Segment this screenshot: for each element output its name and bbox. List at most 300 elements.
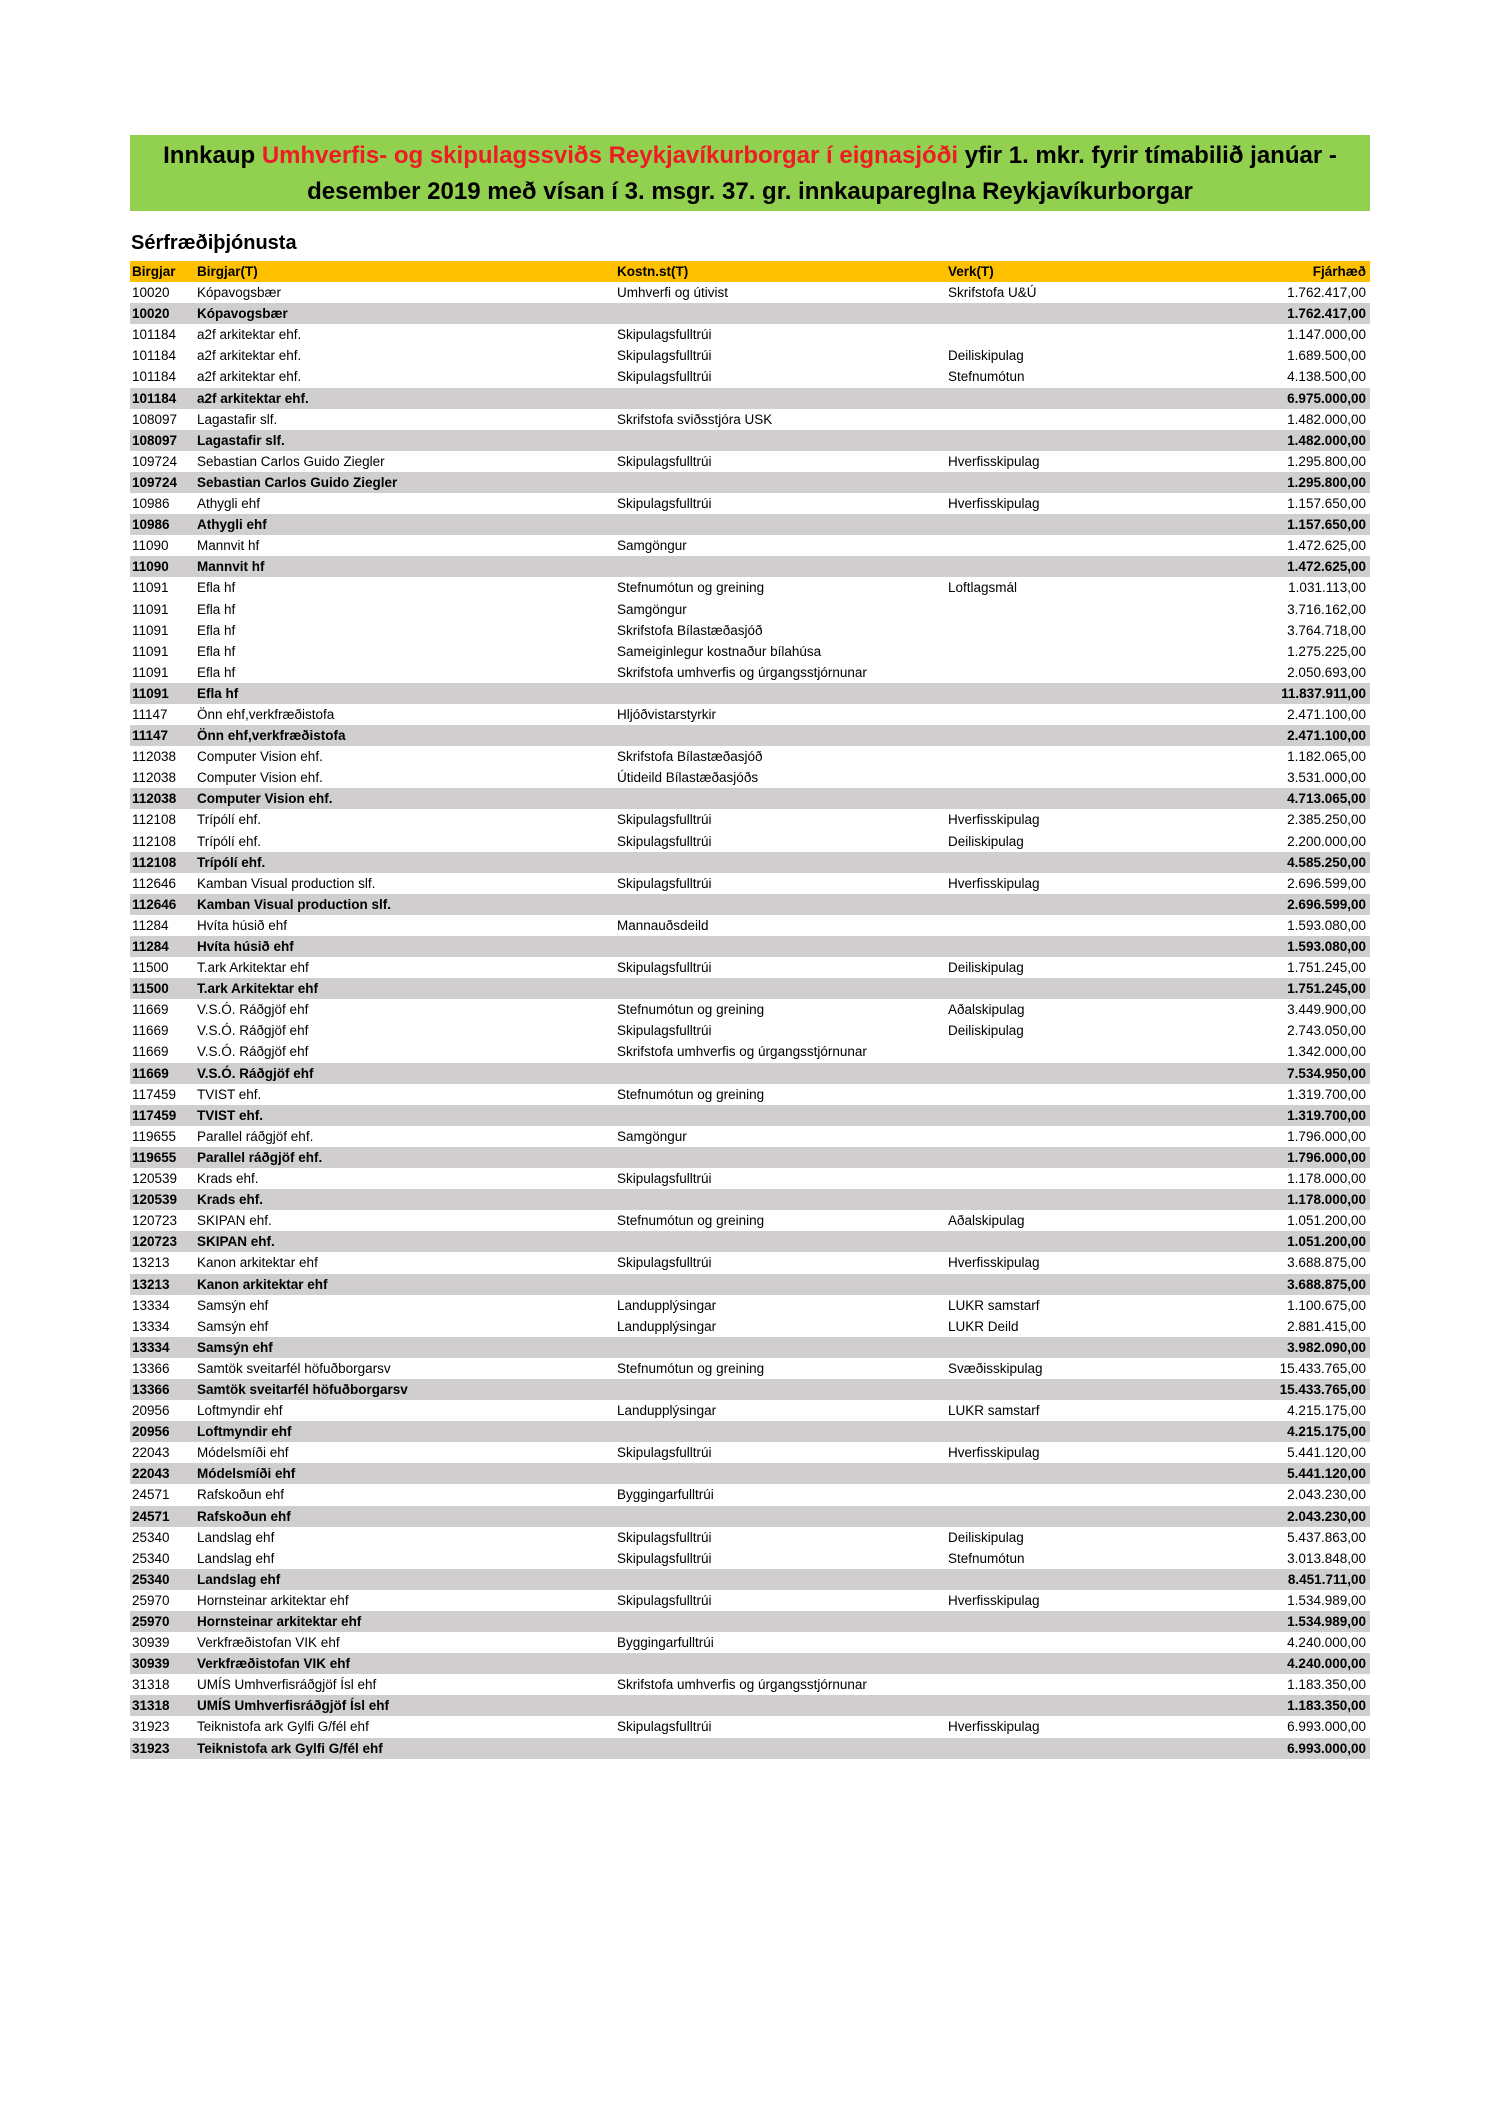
cell-supplier-id: 22043 xyxy=(132,1445,170,1461)
cell-supplier-name: a2f arkitektar ehf. xyxy=(197,369,302,385)
cell-project: Hverfisskipulag xyxy=(948,1445,1040,1461)
cell-supplier-id: 11669 xyxy=(132,1044,169,1060)
cell-supplier-name: Parallel ráðgjöf ehf. xyxy=(197,1149,323,1165)
cell-cost-center: Skrifstofa sviðsstjóra USK xyxy=(617,411,773,427)
cell-amount: 3.531.000,00 xyxy=(1287,770,1366,786)
cell-supplier-id: 11669 xyxy=(132,1065,169,1081)
table-total-row xyxy=(130,388,1370,409)
cell-supplier-name: Lagastafir slf. xyxy=(197,411,278,427)
table-row xyxy=(130,451,1370,472)
cell-supplier-id: 25970 xyxy=(132,1614,170,1629)
cell-amount: 5.437.863,00 xyxy=(1287,1529,1366,1545)
cell-cost-center: Skipulagsfulltrúi xyxy=(617,1171,712,1187)
cell-cost-center: Skipulagsfulltrúi xyxy=(617,348,712,364)
cell-cost-center: Skrifstofa Bílastæðasjóð xyxy=(617,749,763,765)
cell-supplier-id: 10986 xyxy=(132,496,170,512)
cell-amount: 1.100.675,00 xyxy=(1287,1297,1366,1313)
cell-supplier-name: Módelsmíði ehf xyxy=(197,1466,296,1482)
table-row xyxy=(130,957,1370,978)
table-total-row xyxy=(130,1337,1370,1358)
cell-supplier-id: 11091 xyxy=(132,601,169,617)
cell-amount: 1.342.000,00 xyxy=(1287,1044,1366,1060)
cell-cost-center: Skipulagsfulltrúi xyxy=(617,496,712,512)
cell-supplier-name: Efla hf xyxy=(197,643,236,659)
cell-amount: 7.534.950,00 xyxy=(1287,1065,1366,1081)
table-total-row xyxy=(130,1611,1370,1632)
cell-cost-center: Skipulagsfulltrúi xyxy=(617,1445,712,1461)
cell-amount: 1.178.000,00 xyxy=(1287,1192,1366,1208)
cell-cost-center: Skipulagsfulltrúi xyxy=(617,1592,712,1608)
cell-project: Deiliskipulag xyxy=(948,1529,1024,1545)
cell-supplier-id: 30939 xyxy=(132,1656,170,1672)
table-row xyxy=(130,873,1370,894)
table-row xyxy=(130,409,1370,430)
cell-cost-center: Stefnumótun og greining xyxy=(617,1086,765,1102)
cell-supplier-id: 20956 xyxy=(132,1424,170,1440)
cell-project: Loftlagsmál xyxy=(948,580,1018,596)
table-total-row xyxy=(130,1569,1370,1590)
cell-supplier-name: Krads ehf. xyxy=(197,1192,264,1208)
header-birgjar-t: Birgjar(T) xyxy=(197,264,258,279)
table-row xyxy=(130,1400,1370,1421)
cell-supplier-id: 101184 xyxy=(132,390,177,406)
cell-cost-center: Stefnumótun og greining xyxy=(617,1213,765,1229)
cell-supplier-name: Efla hf xyxy=(197,601,236,617)
cell-cost-center: Skipulagsfulltrúi xyxy=(617,1719,712,1735)
cell-amount: 1.051.200,00 xyxy=(1287,1213,1366,1229)
cell-cost-center: Skrifstofa umhverfis og úrgangsstjórnunar xyxy=(617,664,867,680)
cell-supplier-id: 25970 xyxy=(132,1592,170,1608)
header-kostn-st: Kostn.st(T) xyxy=(617,264,689,279)
cell-project: Hverfisskipulag xyxy=(948,1255,1040,1271)
cell-supplier-name: Kópavogsbær xyxy=(197,285,282,301)
cell-supplier-id: 11091 xyxy=(132,664,169,680)
cell-project: Deiliskipulag xyxy=(948,960,1024,976)
table-row xyxy=(130,577,1370,598)
cell-supplier-id: 117459 xyxy=(132,1107,177,1123)
table-row xyxy=(130,1210,1370,1231)
cell-supplier-name: Kópavogsbær xyxy=(197,306,288,322)
cell-cost-center: Hljóðvistarstyrkir xyxy=(617,706,717,722)
cell-cost-center: Skrifstofa Bílastæðasjóð xyxy=(617,622,763,638)
table-row xyxy=(130,831,1370,852)
table-row xyxy=(130,746,1370,767)
cell-supplier-id: 120539 xyxy=(132,1192,178,1208)
cell-supplier-id: 117459 xyxy=(132,1086,177,1102)
cell-amount: 1.762.417,00 xyxy=(1287,306,1366,322)
cell-cost-center: Mannauðsdeild xyxy=(617,917,709,933)
table-total-row xyxy=(130,1231,1370,1252)
cell-amount: 1.751.245,00 xyxy=(1287,960,1366,976)
table-total-row xyxy=(130,725,1370,746)
cell-supplier-id: 112646 xyxy=(132,875,177,891)
cell-supplier-name: Efla hf xyxy=(197,685,239,701)
cell-cost-center: Stefnumótun og greining xyxy=(617,580,765,596)
cell-amount: 1.183.350,00 xyxy=(1287,1677,1366,1693)
cell-amount: 6.993.000,00 xyxy=(1287,1719,1366,1735)
cell-supplier-id: 108097 xyxy=(132,411,178,427)
cell-supplier-name: Sebastian Carlos Guido Ziegler xyxy=(197,474,398,490)
table-total-row xyxy=(130,1738,1370,1759)
table-row xyxy=(130,1674,1370,1695)
cell-supplier-id: 25340 xyxy=(132,1550,170,1566)
cell-supplier-id: 13334 xyxy=(132,1297,170,1313)
cell-amount: 1.593.080,00 xyxy=(1287,939,1366,954)
table-total-row xyxy=(130,1421,1370,1442)
cell-supplier-id: 22043 xyxy=(132,1466,170,1482)
cell-cost-center: Landupplýsingar xyxy=(617,1318,717,1334)
table-row xyxy=(130,704,1370,725)
cell-amount: 2.043.230,00 xyxy=(1287,1508,1366,1524)
cell-amount: 3.449.900,00 xyxy=(1287,1002,1366,1018)
cell-cost-center: Byggingarfulltrúi xyxy=(617,1635,714,1651)
cell-supplier-id: 112038 xyxy=(132,791,177,807)
cell-supplier-id: 24571 xyxy=(132,1487,170,1503)
cell-amount: 1.593.080,00 xyxy=(1287,917,1366,933)
cell-supplier-id: 31318 xyxy=(132,1677,170,1693)
cell-cost-center: Byggingarfulltrúi xyxy=(617,1487,714,1503)
cell-amount: 1.295.800,00 xyxy=(1287,453,1366,469)
cell-cost-center: Skipulagsfulltrúi xyxy=(617,960,712,976)
cell-supplier-name: Kanon arkitektar ehf xyxy=(197,1276,328,1292)
cell-supplier-id: 11147 xyxy=(132,706,168,722)
cell-amount: 11.837.911,00 xyxy=(1281,685,1366,701)
cell-supplier-id: 119655 xyxy=(132,1128,177,1144)
cell-supplier-name: T.ark Arkitektar ehf xyxy=(197,981,319,997)
cell-supplier-name: Parallel ráðgjöf ehf. xyxy=(197,1128,314,1144)
cell-supplier-id: 101184 xyxy=(132,369,177,385)
cell-cost-center: Stefnumótun og greining xyxy=(617,1360,765,1376)
cell-supplier-id: 109724 xyxy=(132,474,178,490)
title-line-1 xyxy=(130,138,1370,174)
cell-amount: 2.471.100,00 xyxy=(1287,728,1366,744)
table-row xyxy=(130,1126,1370,1147)
cell-supplier-name: Hornsteinar arkitektar ehf xyxy=(197,1592,349,1608)
cell-project: Aðalskipulag xyxy=(948,1213,1025,1229)
table-row xyxy=(130,1590,1370,1611)
cell-project: Stefnumótun xyxy=(948,369,1025,385)
cell-cost-center: Skrifstofa umhverfis og úrgangsstjórnunar xyxy=(617,1044,867,1060)
cell-amount: 1.183.350,00 xyxy=(1287,1698,1366,1714)
cell-cost-center: Skipulagsfulltrúi xyxy=(617,1550,712,1566)
cell-supplier-id: 31318 xyxy=(132,1698,170,1714)
cell-amount: 3.982.090,00 xyxy=(1287,1339,1366,1355)
cell-supplier-id: 112038 xyxy=(132,770,177,786)
cell-amount: 4.138.500,00 xyxy=(1287,369,1366,385)
cell-supplier-name: Samtök sveitarfél höfuðborgarsv xyxy=(197,1381,408,1397)
cell-cost-center: Skipulagsfulltrúi xyxy=(617,369,712,385)
table-row xyxy=(130,1316,1370,1337)
table-row xyxy=(130,767,1370,788)
table-total-row xyxy=(130,936,1370,957)
cell-supplier-id: 11147 xyxy=(132,728,169,744)
cell-cost-center: Skrifstofa umhverfis og úrgangsstjórnunar xyxy=(617,1677,867,1693)
cell-supplier-id: 25340 xyxy=(132,1571,170,1587)
table-row xyxy=(130,1252,1370,1273)
table-total-row xyxy=(130,1063,1370,1084)
cell-amount: 1.472.625,00 xyxy=(1287,559,1366,575)
cell-supplier-name: Mannvit hf xyxy=(197,538,260,554)
cell-project: Deiliskipulag xyxy=(948,348,1024,364)
title-line-2: desember 2019 með vísan í 3. msgr. 37. gr. innkaupareglna Reykjavíkurborgar xyxy=(307,178,1193,205)
cell-supplier-name: TVIST ehf. xyxy=(197,1107,264,1123)
table-row xyxy=(130,1295,1370,1316)
cell-amount: 1.482.000,00 xyxy=(1287,411,1366,427)
table-body xyxy=(130,282,1370,1759)
table-row xyxy=(130,324,1370,345)
cell-cost-center: Samgöngur xyxy=(617,1128,687,1144)
cell-supplier-name: Loftmyndir ehf xyxy=(197,1403,283,1419)
table-total-row xyxy=(130,303,1370,324)
cell-supplier-name: Computer Vision ehf. xyxy=(197,749,323,765)
cell-supplier-id: 11284 xyxy=(132,917,169,933)
title-part-1: Innkaup xyxy=(163,142,262,169)
cell-supplier-id: 30939 xyxy=(132,1635,170,1651)
table-row xyxy=(130,1632,1370,1653)
cell-amount: 6.975.000,00 xyxy=(1287,390,1366,406)
cell-amount: 2.043.230,00 xyxy=(1287,1487,1366,1503)
document-title xyxy=(130,135,1370,211)
cell-supplier-name: SKIPAN ehf. xyxy=(197,1213,272,1229)
cell-supplier-name: Loftmyndir ehf xyxy=(197,1424,292,1440)
cell-amount: 8.451.711,00 xyxy=(1287,1571,1366,1587)
cell-project: Stefnumótun xyxy=(948,1550,1025,1566)
cell-supplier-id: 101184 xyxy=(132,327,177,343)
table-total-row xyxy=(130,894,1370,915)
cell-project: Hverfisskipulag xyxy=(948,496,1040,512)
table-total-row xyxy=(130,978,1370,999)
table-row xyxy=(130,915,1370,936)
cell-cost-center: Útideild Bílastæðasjóðs xyxy=(617,770,759,786)
cell-amount: 3.764.718,00 xyxy=(1287,622,1366,638)
table-total-row xyxy=(130,1506,1370,1527)
table-total-row xyxy=(130,1274,1370,1295)
cell-amount: 3.688.875,00 xyxy=(1287,1255,1366,1271)
table-row xyxy=(130,599,1370,620)
cell-supplier-name: Verkfræðistofan VIK ehf xyxy=(197,1635,340,1651)
cell-project: Hverfisskipulag xyxy=(948,1719,1040,1735)
title-part-3: yfir 1. mkr. fyrir tímabilið janúar - xyxy=(958,142,1337,169)
cell-amount: 1.157.650,00 xyxy=(1287,496,1366,512)
cell-amount: 2.696.599,00 xyxy=(1287,896,1366,912)
table-total-row xyxy=(130,1379,1370,1400)
cell-supplier-id: 11090 xyxy=(132,538,169,554)
table-total-row xyxy=(130,556,1370,577)
cell-amount: 4.713.065,00 xyxy=(1287,791,1366,807)
cell-amount: 2.881.415,00 xyxy=(1287,1318,1366,1334)
table-total-row xyxy=(130,472,1370,493)
cell-supplier-id: 11091 xyxy=(132,685,169,701)
table-row xyxy=(130,809,1370,830)
cell-supplier-name: Kamban Visual production slf. xyxy=(197,896,392,912)
cell-supplier-id: 112108 xyxy=(132,854,177,870)
cell-supplier-name: Computer Vision ehf. xyxy=(197,791,333,807)
cell-amount: 4.585.250,00 xyxy=(1287,854,1366,870)
cell-amount: 6.993.000,00 xyxy=(1287,1740,1366,1756)
header-birgjar: Birgjar xyxy=(132,264,176,279)
cell-amount: 1.295.800,00 xyxy=(1287,474,1366,490)
cell-supplier-name: UMÍS Umhverfisráðgjöf Ísl ehf xyxy=(197,1677,377,1693)
cell-amount: 2.743.050,00 xyxy=(1287,1023,1366,1039)
cell-project: Hverfisskipulag xyxy=(948,453,1040,469)
cell-supplier-name: T.ark Arkitektar ehf xyxy=(197,960,309,976)
table-row xyxy=(130,641,1370,662)
cell-amount: 1.534.989,00 xyxy=(1287,1614,1366,1629)
table-row xyxy=(130,1527,1370,1548)
cell-supplier-id: 31923 xyxy=(132,1719,170,1735)
cell-supplier-name: Módelsmíði ehf xyxy=(197,1445,289,1461)
cell-supplier-name: Kamban Visual production slf. xyxy=(197,875,376,891)
cell-amount: 4.215.175,00 xyxy=(1287,1403,1366,1419)
cell-supplier-name: Samsýn ehf xyxy=(197,1339,273,1355)
cell-cost-center: Skipulagsfulltrúi xyxy=(617,1023,712,1039)
cell-supplier-id: 13366 xyxy=(132,1381,170,1397)
cell-amount: 3.716.162,00 xyxy=(1287,601,1366,617)
table-total-row xyxy=(130,852,1370,873)
cell-amount: 2.050.693,00 xyxy=(1287,664,1366,680)
table-row xyxy=(130,999,1370,1020)
cell-amount: 1.534.989,00 xyxy=(1287,1592,1366,1608)
cell-project: LUKR samstarf xyxy=(948,1297,1040,1313)
cell-project: Skrifstofa U&Ú xyxy=(948,285,1037,301)
table-row xyxy=(130,620,1370,641)
cell-supplier-name: Athygli ehf xyxy=(197,496,261,512)
cell-project: Aðalskipulag xyxy=(948,1002,1025,1018)
cell-supplier-name: Krads ehf. xyxy=(197,1171,259,1187)
cell-supplier-id: 11669 xyxy=(132,1002,169,1018)
cell-supplier-id: 11091 xyxy=(132,643,169,659)
cell-amount: 1.147.000,00 xyxy=(1287,327,1366,343)
cell-supplier-name: Efla hf xyxy=(197,622,236,638)
cell-cost-center: Landupplýsingar xyxy=(617,1297,717,1313)
cell-cost-center: Sameiginlegur kostnaður bílahúsa xyxy=(617,643,822,659)
cell-supplier-id: 112038 xyxy=(132,749,177,765)
cell-supplier-name: Kanon arkitektar ehf xyxy=(197,1255,318,1271)
cell-amount: 1.178.000,00 xyxy=(1287,1171,1366,1187)
table-row xyxy=(130,1358,1370,1379)
cell-amount: 5.441.120,00 xyxy=(1287,1445,1366,1461)
cell-cost-center: Landupplýsingar xyxy=(617,1403,717,1419)
cell-amount: 4.215.175,00 xyxy=(1287,1424,1366,1440)
cell-supplier-name: Mannvit hf xyxy=(197,559,265,575)
cell-amount: 1.157.650,00 xyxy=(1287,517,1366,533)
cell-supplier-name: Teiknistofa ark Gylfi G/fél ehf xyxy=(197,1719,369,1735)
cell-cost-center: Stefnumótun og greining xyxy=(617,1002,765,1018)
table-total-row xyxy=(130,1105,1370,1126)
table-row xyxy=(130,1084,1370,1105)
table-header xyxy=(130,261,1370,282)
cell-supplier-name: a2f arkitektar ehf. xyxy=(197,390,309,406)
cell-amount: 3.688.875,00 xyxy=(1287,1276,1366,1292)
cell-supplier-name: Hvíta húsið ehf xyxy=(197,917,288,933)
cell-cost-center: Skipulagsfulltrúi xyxy=(617,1255,712,1271)
cell-supplier-id: 112646 xyxy=(132,896,177,912)
cell-amount: 4.240.000,00 xyxy=(1287,1635,1366,1651)
cell-supplier-id: 11091 xyxy=(132,580,169,596)
cell-supplier-name: Samsýn ehf xyxy=(197,1318,269,1334)
cell-project: LUKR samstarf xyxy=(948,1403,1040,1419)
cell-supplier-id: 11500 xyxy=(132,981,169,997)
cell-project: Svæðisskipulag xyxy=(948,1360,1043,1376)
table-row xyxy=(130,1168,1370,1189)
cell-project: Hverfisskipulag xyxy=(948,812,1040,828)
cell-supplier-name: Teiknistofa ark Gylfi G/fél ehf xyxy=(197,1740,383,1756)
table-row xyxy=(130,1442,1370,1463)
cell-supplier-name: Trípólí ehf. xyxy=(197,854,266,870)
cell-cost-center: Skipulagsfulltrúi xyxy=(617,875,712,891)
cell-supplier-name: Computer Vision ehf. xyxy=(197,770,323,786)
cell-supplier-name: Rafskoðun ehf xyxy=(197,1487,285,1503)
cell-amount: 2.471.100,00 xyxy=(1287,706,1366,722)
cell-amount: 2.200.000,00 xyxy=(1287,833,1366,849)
cell-cost-center: Skipulagsfulltrúi xyxy=(617,812,712,828)
cell-project: Deiliskipulag xyxy=(948,833,1024,849)
cell-amount: 1.472.625,00 xyxy=(1287,538,1366,554)
cell-supplier-name: Samsýn ehf xyxy=(197,1297,269,1313)
cell-supplier-id: 24571 xyxy=(132,1508,170,1524)
table-total-row xyxy=(130,514,1370,535)
cell-amount: 1.319.700,00 xyxy=(1287,1086,1366,1102)
table-total-row xyxy=(130,788,1370,809)
table-row xyxy=(130,1716,1370,1737)
cell-supplier-name: Hvíta húsið ehf xyxy=(197,939,294,954)
cell-cost-center: Skipulagsfulltrúi xyxy=(617,1529,712,1545)
cell-supplier-name: TVIST ehf. xyxy=(197,1086,262,1102)
cell-amount: 2.385.250,00 xyxy=(1287,812,1366,828)
cell-supplier-id: 13213 xyxy=(132,1276,170,1292)
cell-amount: 4.240.000,00 xyxy=(1287,1656,1366,1672)
cell-supplier-name: Önn ehf,verkfræðistofa xyxy=(197,706,335,722)
cell-supplier-name: V.S.Ó. Ráðgjöf ehf xyxy=(197,1065,314,1081)
cell-supplier-id: 13334 xyxy=(132,1339,170,1355)
table-row xyxy=(130,1020,1370,1041)
cell-supplier-id: 112108 xyxy=(132,812,177,828)
cell-amount: 1.275.225,00 xyxy=(1287,643,1366,659)
cell-cost-center: Skipulagsfulltrúi xyxy=(617,453,712,469)
cell-amount: 1.031.113,00 xyxy=(1288,580,1366,596)
header-verk: Verk(T) xyxy=(948,264,994,279)
cell-cost-center: Samgöngur xyxy=(617,538,687,554)
table-row xyxy=(130,282,1370,303)
cell-amount: 1.762.417,00 xyxy=(1287,285,1366,301)
cell-amount: 1.051.200,00 xyxy=(1287,1234,1366,1250)
cell-amount: 15.433.765,00 xyxy=(1279,1381,1366,1397)
table-row xyxy=(130,366,1370,387)
cell-project: Hverfisskipulag xyxy=(948,875,1040,891)
purchases-table xyxy=(130,261,1370,1759)
cell-supplier-id: 20956 xyxy=(132,1403,170,1419)
cell-supplier-name: V.S.Ó. Ráðgjöf ehf xyxy=(197,1023,309,1039)
cell-supplier-id: 10020 xyxy=(132,306,170,322)
table-row xyxy=(130,1041,1370,1062)
cell-amount: 1.796.000,00 xyxy=(1287,1149,1366,1165)
cell-supplier-id: 120539 xyxy=(132,1171,178,1187)
cell-supplier-id: 11669 xyxy=(132,1023,169,1039)
cell-supplier-id: 13334 xyxy=(132,1318,170,1334)
table-row xyxy=(130,662,1370,683)
table-total-row xyxy=(130,430,1370,451)
cell-amount: 1.796.000,00 xyxy=(1287,1128,1366,1144)
cell-amount: 5.441.120,00 xyxy=(1287,1466,1366,1482)
cell-amount: 1.482.000,00 xyxy=(1287,432,1366,448)
cell-supplier-name: SKIPAN ehf. xyxy=(197,1234,275,1250)
table-row xyxy=(130,493,1370,514)
cell-supplier-id: 11284 xyxy=(132,939,169,954)
cell-amount: 1.319.700,00 xyxy=(1287,1107,1366,1123)
cell-supplier-name: Trípólí ehf. xyxy=(197,833,262,849)
cell-supplier-id: 11091 xyxy=(132,622,169,638)
cell-supplier-name: Samtök sveitarfél höfuðborgarsv xyxy=(197,1360,391,1376)
